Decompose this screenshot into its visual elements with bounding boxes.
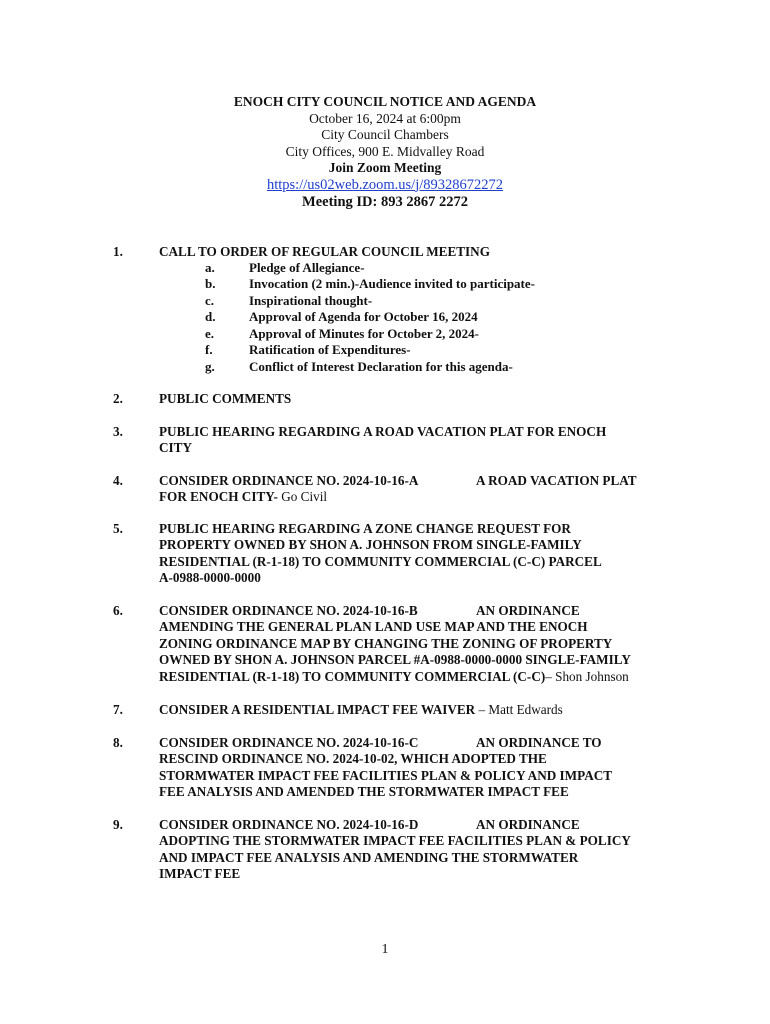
subitem-c: c. Inspirational thought-	[205, 293, 373, 308]
subitem-b: b. Invocation (2 min.)-Audience invited to participate-	[205, 276, 535, 291]
meeting-address: City Offices, 900 E. Midvalley Road	[285, 143, 485, 159]
item-title: PUBLIC HEARING REGARDING A ROAD VACATION PLAT FOR ENOCH CITY	[159, 424, 607, 456]
meeting-location: City Council Chambers	[321, 127, 449, 142]
item-title: CONSIDER A RESIDENTIAL IMPACT FEE WAIVER – Matt Edwards	[159, 702, 563, 717]
zoom-link[interactable]: https://us02web.zoom.us/j/89328672272	[266, 176, 504, 193]
page-number: 1	[381, 942, 389, 957]
item-title: PUBLIC HEARING REGARDING A ZONE CHANGE REQUEST FOR PROPERTY OWNED BY SHON A. JOHNSON FROM SINGLE-FAMILY RESIDENTIAL (R-1-18) TO COMMUNITY COMMERCIAL (C-C) PARCEL A-0988-0000-0000	[159, 521, 602, 586]
zoom-label: Join Zoom Meeting	[328, 160, 442, 175]
item-number: 1.	[113, 244, 123, 259]
subitem-d: d. Approval of Agenda for October 16, 2024	[205, 309, 478, 324]
subitem-g: g. Conflict of Interest Declaration for this agenda-	[205, 359, 513, 374]
document-title: ENOCH CITY COUNCIL NOTICE AND AGENDA	[233, 94, 537, 109]
item-title: CALL TO ORDER OF REGULAR COUNCIL MEETING	[159, 244, 490, 259]
presenter: Go Civil	[277, 489, 328, 505]
subitem-f: f. Ratification of Expenditures-	[205, 342, 411, 357]
item-title: CONSIDER ORDINANCE NO. 2024-10-16-A A ROAD VACATION PLAT FOR ENOCH CITY- Go Civil	[159, 473, 637, 505]
agenda-header	[0, 94, 770, 211]
presenter: – Matt Edwards	[475, 702, 563, 717]
item-title: CONSIDER ORDINANCE NO. 2024-10-16-B AN ORDINANCE AMENDING THE GENERAL PLAN LAND USE MAP AND THE ENOCH ZONING ORDINANCE MAP BY CHANGING THE ZONING OF PROPERTY OWNED BY SHON A. JOHNSON PARCEL #A-0988-0000-0000 SINGLE-FAMILY RESIDENTIAL (R-1-18) TO COMMUNITY COMMERCIAL (C-C)– Shon Johnson	[159, 603, 631, 684]
meeting-id: Meeting ID: 893 2867 2272	[302, 194, 468, 210]
item-title: CONSIDER ORDINANCE NO. 2024-10-16-C AN ORDINANCE TO RESCIND ORDINANCE NO. 2024-10-02, WHICH ADOPTED THE STORMWATER IMPACT FEE FACILITIES PLAN & POLICY AND IMPACT FEE ANALYSIS AND AMENDED THE STORMWATER IMPACT FEE	[159, 735, 613, 800]
presenter: – Shon Johnson	[545, 668, 629, 684]
meeting-date: October 16, 2024 at 6:00pm	[309, 110, 461, 126]
item-title: PUBLIC COMMENTS	[159, 391, 292, 406]
subitem-e: e. Approval of Minutes for October 2, 2024-	[205, 326, 480, 341]
item-title: CONSIDER ORDINANCE NO. 2024-10-16-D AN ORDINANCE ADOPTING THE STORMWATER IMPACT FEE FACILITIES PLAN & POLICY AND IMPACT FEE ANALYSIS AND AMENDING THE STORMWATER IMPACT FEE	[159, 817, 631, 882]
subitem-a: a. Pledge of Allegiance-	[205, 260, 365, 275]
